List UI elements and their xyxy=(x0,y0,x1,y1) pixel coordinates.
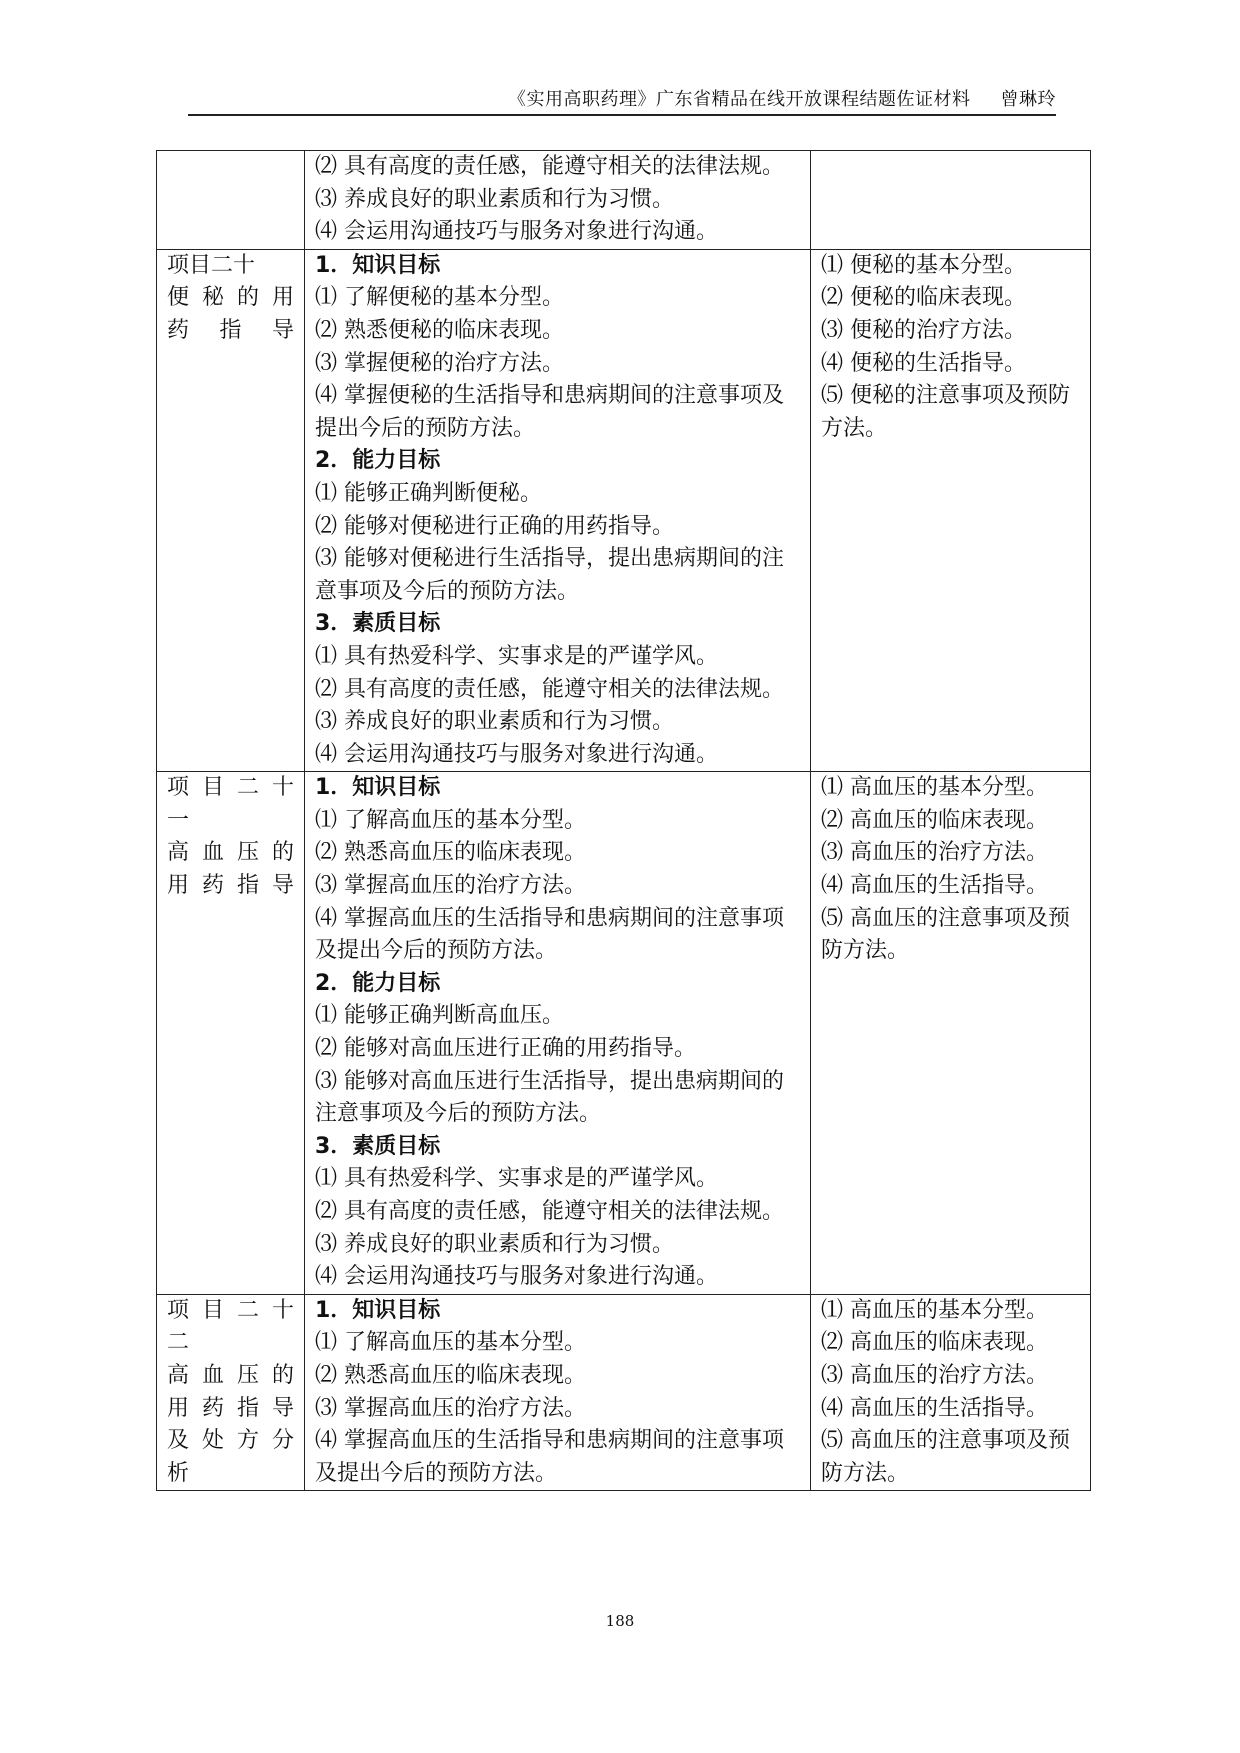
objective-heading: 2．能力目标 xyxy=(315,970,441,996)
objective-heading: 1．知识目标 xyxy=(315,775,441,801)
table-row xyxy=(157,1294,1091,1491)
objective-item: ⑶ 养成良好的职业素质和行为习惯。 xyxy=(315,1231,674,1257)
objective-item: ⑴ 了解高血压的基本分型。 xyxy=(315,1330,586,1356)
objective-item: ⑶ 养成良好的职业素质和行为习惯。 xyxy=(315,709,674,735)
objective-item: ⑷ 掌握便秘的生活指导和患病期间的注意事项及提出今后的预防方法。 xyxy=(315,383,784,441)
table-row xyxy=(157,151,1091,250)
objective-item: ⑴ 了解便秘的基本分型。 xyxy=(315,285,564,311)
objective-item: ⑷ 会运用沟通技巧与服务对象进行沟通。 xyxy=(315,741,718,767)
content-item: ⑶ 便秘的治疗方法。 xyxy=(821,317,1026,343)
objective-item: ⑶ 掌握高血压的治疗方法。 xyxy=(315,873,586,899)
syllabus-table-body xyxy=(157,151,1091,1491)
project-cell xyxy=(157,1294,305,1491)
objective-item: ⑵ 熟悉高血压的临床表现。 xyxy=(315,1362,586,1388)
objective-heading: 1．知识目标 xyxy=(315,1297,441,1323)
objective-item: ⑵ 能够对便秘进行正确的用药指导。 xyxy=(315,513,674,539)
content-item: ⑸ 高血压的注意事项及预防方法。 xyxy=(821,905,1070,964)
project-title-line: 项目二十 xyxy=(167,252,256,278)
project-cell xyxy=(157,249,305,772)
objective-item: ⑶ 能够对高血压进行生活指导，提出患病期间的注意事项及今后的预防方法。 xyxy=(315,1068,784,1127)
objective-item: ⑵ 具有高度的责任感，能遵守相关的法律法规。 xyxy=(315,154,784,179)
content-item: ⑶ 高血压的治疗方法。 xyxy=(821,840,1048,866)
objectives-cell xyxy=(305,1294,811,1491)
content-cell xyxy=(811,249,1091,772)
content-item: ⑶ 高血压的治疗方法。 xyxy=(821,1362,1048,1388)
content-item: ⑸ 高血压的注意事项及预防方法。 xyxy=(821,1428,1070,1486)
objective-item: ⑴ 具有热爱科学、实事求是的严谨学风。 xyxy=(315,1166,718,1192)
header-author: 曾琳玲 xyxy=(1000,89,1056,110)
project-title-line: 及处方分 xyxy=(167,1428,294,1454)
project-cell xyxy=(157,151,305,250)
objectives-cell xyxy=(305,772,811,1295)
objective-item: ⑵ 具有高度的责任感，能遵守相关的法律法规。 xyxy=(315,676,784,702)
objective-item: ⑴ 了解高血压的基本分型。 xyxy=(315,807,586,833)
page-number: 188 xyxy=(605,1612,635,1630)
table-row xyxy=(157,249,1091,772)
page-header xyxy=(188,85,1056,111)
project-title-line: 高血压的 xyxy=(167,1362,294,1388)
content-item: ⑵ 高血压的临床表现。 xyxy=(821,1330,1048,1356)
objectives-cell xyxy=(305,249,811,772)
content-item: ⑴ 高血压的基本分型。 xyxy=(821,1297,1048,1323)
project-cell xyxy=(157,772,305,1295)
objective-item: ⑴ 能够正确判断便秘。 xyxy=(315,480,542,506)
content-item: ⑷ 高血压的生活指导。 xyxy=(821,873,1048,899)
objective-item: ⑷ 会运用沟通技巧与服务对象进行沟通。 xyxy=(315,1264,718,1290)
page-footer xyxy=(0,1612,1240,1630)
objective-item: ⑷ 掌握高血压的生活指导和患病期间的注意事项及提出今后的预防方法。 xyxy=(315,905,784,964)
content-cell xyxy=(811,1294,1091,1491)
project-title-line: 用药指导 xyxy=(167,1395,294,1421)
header-title: 《实用高职药理》广东省精品在线开放课程结题佐证材料 xyxy=(508,89,971,110)
objective-item: ⑵ 熟悉高血压的临床表现。 xyxy=(315,840,586,866)
project-title-line: 用药指导 xyxy=(167,873,294,899)
objective-item: ⑵ 具有高度的责任感，能遵守相关的法律法规。 xyxy=(315,1199,784,1224)
objective-item: ⑴ 能够正确判断高血压。 xyxy=(315,1003,564,1029)
content-cell xyxy=(811,772,1091,1295)
project-title-line: 析 xyxy=(167,1460,190,1486)
objective-item: ⑶ 掌握便秘的治疗方法。 xyxy=(315,350,564,376)
content-item: ⑴ 高血压的基本分型。 xyxy=(821,775,1048,801)
objective-item: ⑶ 养成良好的职业素质和行为习惯。 xyxy=(315,186,674,212)
objective-item: ⑵ 熟悉便秘的临床表现。 xyxy=(315,317,564,343)
objective-heading: 3．素质目标 xyxy=(315,1133,441,1159)
project-title-line: 一 xyxy=(167,807,190,833)
objective-item: ⑷ 会运用沟通技巧与服务对象进行沟通。 xyxy=(315,219,718,245)
content-cell xyxy=(811,151,1091,250)
header-divider xyxy=(188,114,1056,116)
project-title-line: 项目二十 xyxy=(167,775,294,801)
project-title-line: 高血压的 xyxy=(167,840,294,866)
objective-item: ⑷ 掌握高血压的生活指导和患病期间的注意事项及提出今后的预防方法。 xyxy=(315,1428,784,1486)
content-item: ⑷ 高血压的生活指导。 xyxy=(821,1395,1048,1421)
table-row xyxy=(157,772,1091,1295)
project-title-line: 项目二十 xyxy=(167,1297,294,1323)
objective-heading: 1．知识目标 xyxy=(315,252,441,278)
content-item: ⑵ 高血压的临床表现。 xyxy=(821,807,1048,833)
objectives-cell xyxy=(305,151,811,250)
content-item: ⑸ 便秘的注意事项及预防方法。 xyxy=(821,383,1070,441)
project-title-line: 便秘的用 xyxy=(167,285,294,311)
content-item: ⑴ 便秘的基本分型。 xyxy=(821,252,1026,278)
objective-item: ⑶ 能够对便秘进行生活指导，提出患病期间的注意事项及今后的预防方法。 xyxy=(315,546,784,604)
objective-item: ⑶ 掌握高血压的治疗方法。 xyxy=(315,1395,586,1421)
objective-item: ⑵ 能够对高血压进行正确的用药指导。 xyxy=(315,1036,696,1062)
project-title-line: 二 xyxy=(167,1330,190,1356)
project-title-line: 药指导 xyxy=(167,317,294,343)
content-item: ⑵ 便秘的临床表现。 xyxy=(821,285,1026,311)
syllabus-table xyxy=(156,150,1091,1491)
objective-heading: 3．素质目标 xyxy=(315,611,441,637)
objective-item: ⑴ 具有热爱科学、实事求是的严谨学风。 xyxy=(315,643,718,669)
objective-heading: 2．能力目标 xyxy=(315,448,441,474)
content-item: ⑷ 便秘的生活指导。 xyxy=(821,350,1026,376)
